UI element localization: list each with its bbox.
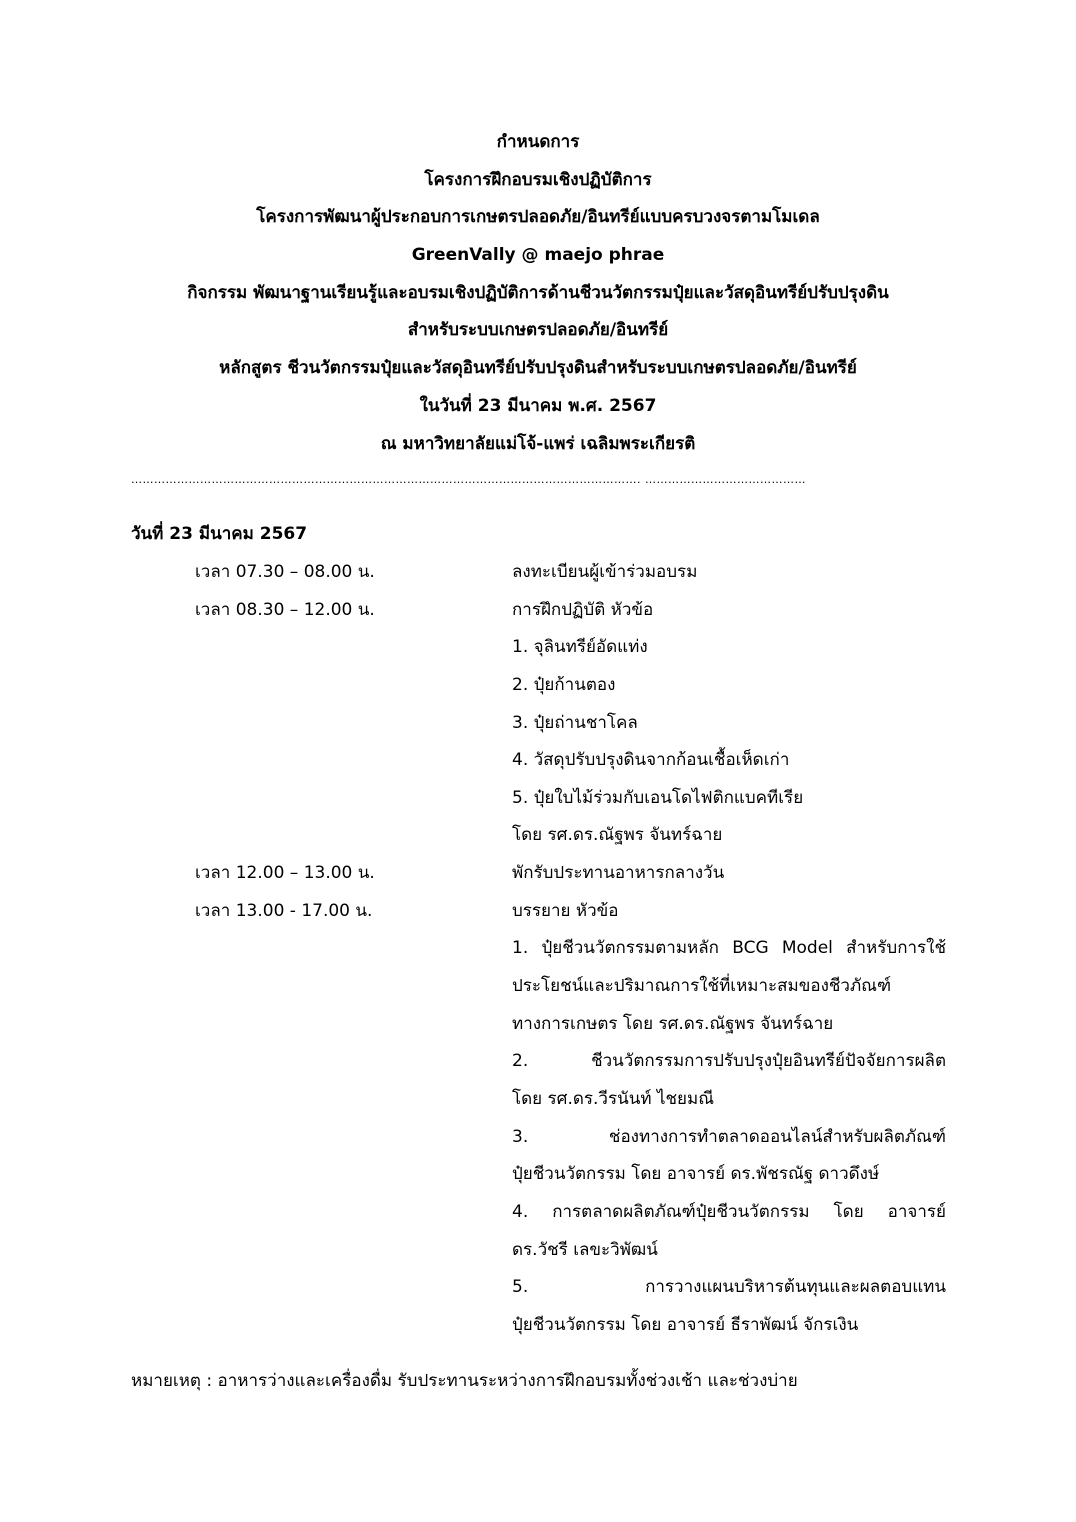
schedule-desc: ปุ๋ยชีวนวัตกรรม โดย อาจารย์ ดร.พัชรณัฐ ดาวดึงษ์ <box>512 1164 880 1185</box>
schedule-desc: ลงทะเบียนผู้เข้าร่วมอบรม <box>512 562 698 582</box>
schedule-row <box>0 1269 1076 1307</box>
schedule-desc: ดร.วัชรี เลขะวิพัฒน์ <box>512 1239 658 1260</box>
schedule-desc: 5. การวางแผนบริหารต้นทุนและผลตอบแทน <box>512 1277 946 1298</box>
footnote: หมายเหตุ : อาหารว่างและเครื่องดื่ม รับประทานระหว่างการฝึกอบรมทั้งช่วงเช้า และช่วงบ่าย <box>131 1371 798 1391</box>
document-header <box>0 124 1076 463</box>
schedule-row <box>0 1307 1076 1345</box>
schedule-row <box>0 629 1076 667</box>
schedule-row <box>0 705 1076 743</box>
dotted-divider: ……………………………………………………………………………………………………………………. …………………………………… <box>131 473 806 486</box>
schedule-list <box>0 554 1076 1344</box>
header-title: กำหนดการ <box>496 132 580 152</box>
schedule-desc: 1. ปุ๋ยชีวนวัตกรรมตามหลัก BCG Model สำหรับการใช้ <box>512 938 946 959</box>
header-venue: ณ มหาวิทยาลัยแม่โจ้-แพร่ เฉลิมพระเกียรติ <box>380 433 696 454</box>
schedule-time: เวลา 13.00 - 17.00 น. <box>195 900 373 921</box>
schedule-desc: 4. การตลาดผลิตภัณฑ์ปุ๋ยชีวนวัตกรรม โดย อาจารย์ <box>512 1201 946 1222</box>
schedule-desc: 3. ช่องทางการทำตลาดออนไลน์สำหรับผลิตภัณฑ์ <box>512 1126 946 1147</box>
header-activity: กิจกรรม พัฒนาฐานเรียนรู้และอบรมเชิงปฏิบัติการด้านชีวนวัตกรรมปุ๋ยและวัสดุอินทรีย์ปรับปรุงดิน <box>187 282 889 303</box>
schedule-row <box>0 1006 1076 1044</box>
header-project: โครงการพัฒนาผู้ประกอบการเกษตรปลอดภัย/อินทรีย์แบบครบวงจรตามโมเดล <box>256 207 820 228</box>
schedule-desc: ประโยชน์และปริมาณการใช้ที่เหมาะสมของชีวภัณฑ์ <box>512 976 892 997</box>
schedule-row <box>0 893 1076 931</box>
schedule-desc: 4. วัสดุปรับปรุงดินจากก้อนเชื้อเห็ดเก่า <box>512 750 790 771</box>
schedule-row <box>0 817 1076 855</box>
schedule-desc: โดย รศ.ดร.ณัฐพร จันทร์ฉาย <box>512 825 723 846</box>
schedule-row <box>0 930 1076 968</box>
header-date: ในวันที่ 23 มีนาคม พ.ศ. 2567 <box>419 395 657 416</box>
schedule-row <box>0 1194 1076 1232</box>
schedule-desc: 1. จุลินทรีย์อัดแท่ง <box>512 637 648 658</box>
schedule-time: เวลา 12.00 – 13.00 น. <box>195 863 375 884</box>
schedule-row <box>0 968 1076 1006</box>
schedule-date-heading: วันที่ 23 มีนาคม 2567 <box>131 524 308 544</box>
schedule-time: เวลา 07.30 – 08.00 น. <box>195 562 375 582</box>
schedule-row <box>0 554 1076 592</box>
header-activity-cont: สำหรับระบบเกษตรปลอดภัย/อินทรีย์ <box>407 320 669 341</box>
schedule-row <box>0 742 1076 780</box>
schedule-desc: การฝึกปฏิบัติ หัวข้อ <box>512 599 654 620</box>
schedule-desc: 5. ปุ๋ยใบไม้ร่วมกับเอนโดไฟติกแบคทีเรีย <box>512 787 804 808</box>
schedule-desc: 3. ปุ๋ยถ่านชาโคล <box>512 712 638 733</box>
header-course: หลักสูตร ชีวนวัตกรรมปุ๋ยและวัสดุอินทรีย์ปรับปรุงดินสำหรับระบบเกษตรปลอดภัย/อินทรีย์ <box>219 358 857 379</box>
schedule-desc: พักรับประทานอาหารกลางวัน <box>512 863 725 884</box>
schedule-row <box>0 780 1076 818</box>
schedule-row <box>0 1081 1076 1119</box>
schedule-desc: 2. ชีวนวัตกรรมการปรับปรุงปุ๋ยอินทรีย์ปัจจัยการผลิต <box>512 1051 946 1072</box>
schedule-row <box>0 1043 1076 1081</box>
schedule-time: เวลา 08.30 – 12.00 น. <box>195 599 375 620</box>
schedule-row <box>0 855 1076 893</box>
schedule-desc: ปุ๋ยชีวนวัตกรรม โดย อาจารย์ ธีราพัฒน์ จักรเงิน <box>512 1314 859 1335</box>
header-program: โครงการฝึกอบรมเชิงปฏิบัติการ <box>424 169 652 190</box>
header-model-name: GreenVally @ maejo phrae <box>411 245 665 266</box>
schedule-row <box>0 1119 1076 1157</box>
schedule-row <box>0 1156 1076 1194</box>
schedule-row <box>0 1232 1076 1270</box>
schedule-desc: โดย รศ.ดร.วีรนันท์ ไชยมณี <box>512 1088 714 1109</box>
schedule-desc: 2. ปุ๋ยก้านตอง <box>512 674 616 695</box>
schedule-row <box>0 592 1076 630</box>
schedule-desc: บรรยาย หัวข้อ <box>512 900 619 921</box>
schedule-desc: ทางการเกษตร โดย รศ.ดร.ณัฐพร จันทร์ฉาย <box>512 1013 834 1034</box>
schedule-row <box>0 667 1076 705</box>
